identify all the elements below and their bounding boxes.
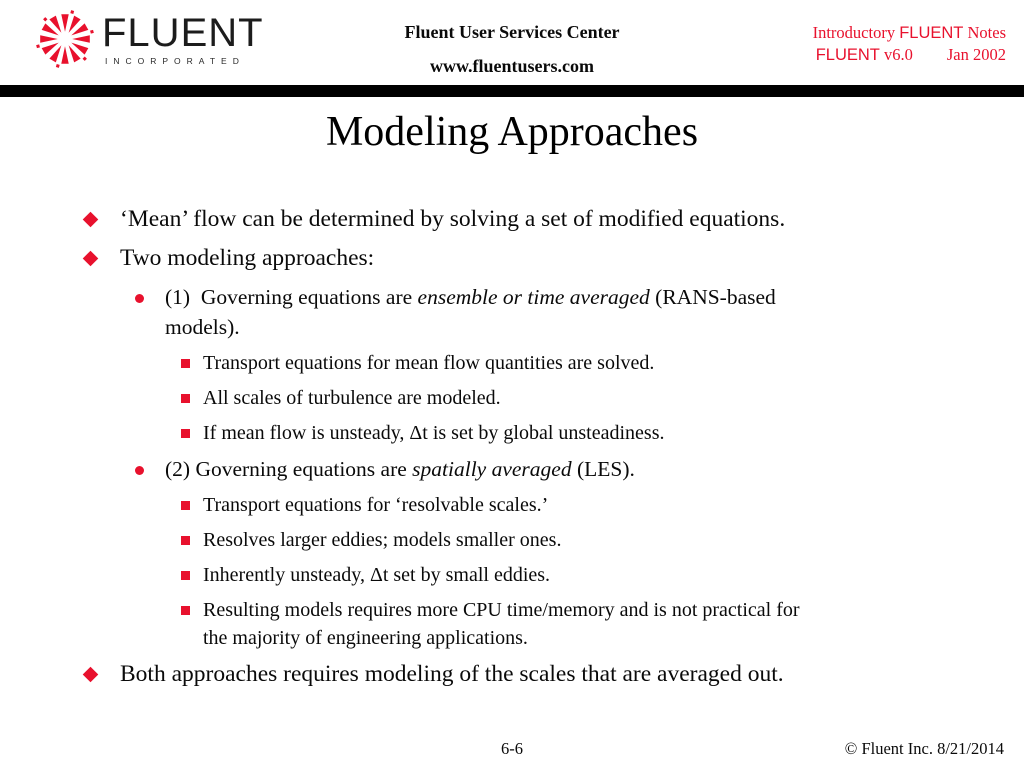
bullet-item	[0, 419, 1024, 447]
bullet-text: ‘Mean’ flow can be determined by solving a set of modified equations.	[120, 206, 786, 232]
header-center-block	[404, 22, 619, 77]
bullet-item	[0, 491, 1024, 519]
bullet-item	[0, 243, 1024, 274]
logo-brand-text: FLUENT	[102, 10, 264, 55]
fluentusers-url: www.fluentusers.com	[429, 56, 594, 76]
slide-header	[0, 0, 1024, 85]
bullet-item	[0, 596, 1024, 652]
square-bullet-icon	[181, 429, 190, 438]
square-bullet-icon	[181, 536, 190, 545]
circle-bullet-icon	[135, 294, 144, 303]
bullet-text: Resulting models requires more CPU time/memory and is not practical for the majority of engineering applications.	[203, 599, 800, 649]
diamond-bullet-icon	[83, 251, 99, 267]
page-title: Modeling Approaches	[325, 109, 699, 155]
bullet-text: If mean flow is unsteady, Δt is set by global unsteadiness.	[203, 422, 665, 444]
copyright-text: © Fluent Inc. 8/21/2014	[844, 739, 1004, 758]
bullet-text: Resolves larger eddies; models smaller ones.	[203, 529, 562, 551]
bullet-item	[0, 349, 1024, 377]
bullet-item	[0, 659, 1024, 690]
page-number: 6-6	[501, 739, 523, 758]
header-right-block	[813, 22, 1006, 66]
services-center-title: Fluent User Services Center	[404, 22, 620, 42]
square-bullet-icon	[181, 359, 190, 368]
diamond-bullet-icon	[83, 667, 99, 683]
bullet-item	[0, 384, 1024, 412]
slide-body	[0, 204, 1024, 698]
bullet-text: Inherently unsteady, Δt set by small eddies.	[203, 564, 551, 586]
starburst-icon	[34, 8, 96, 70]
notes-title-line: Introductory FLUENT Notes	[812, 23, 1006, 42]
square-bullet-icon	[181, 571, 190, 580]
square-bullet-icon	[181, 394, 190, 403]
bullet-text: Transport equations for ‘resolvable scales.’	[203, 494, 549, 516]
bullet-item	[0, 204, 1024, 235]
bullet-item	[0, 282, 1024, 342]
bullet-text: All scales of turbulence are modeled.	[203, 387, 501, 409]
diamond-bullet-icon	[83, 212, 99, 228]
bullet-text: Transport equations for mean flow quantities are solved.	[203, 352, 655, 374]
header-divider-bar	[0, 85, 1024, 97]
square-bullet-icon	[181, 606, 190, 615]
logo-sub-text: INCORPORATED	[105, 55, 245, 66]
fluent-logo	[34, 8, 264, 70]
bullet-text: Two modeling approaches:	[120, 245, 375, 271]
circle-bullet-icon	[135, 466, 144, 475]
square-bullet-icon	[181, 501, 190, 510]
bullet-item	[0, 526, 1024, 554]
bullet-text: (2) Governing equations are spatially averaged (LES).	[165, 457, 635, 481]
bullet-item	[0, 561, 1024, 589]
bullet-text: Both approaches requires modeling of the scales that are averaged out.	[120, 661, 784, 687]
bullet-item	[0, 454, 1024, 484]
bullet-text: (1) Governing equations are ensemble or time averaged (RANS-based models).	[165, 285, 776, 339]
version-date-line: FLUENT v6.0 Jan 2002	[815, 45, 1006, 64]
